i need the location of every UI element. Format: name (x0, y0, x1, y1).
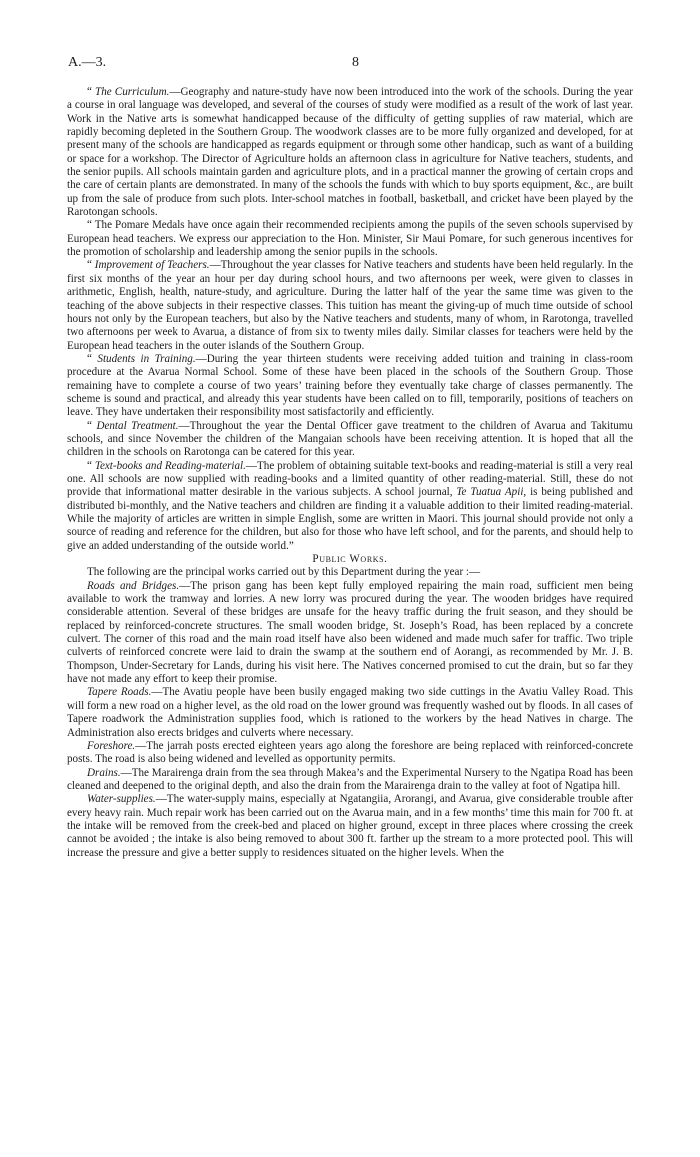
paragraph-heading: Tapere Roads. (87, 686, 152, 699)
journal-title: Te Tuatua Apii, (456, 486, 527, 499)
paragraph-text: The following are the principal works carried out by this Department during the year :— (87, 566, 481, 579)
page-number: 8 (352, 55, 359, 70)
paragraph-works-intro (67, 566, 633, 579)
paragraph-text: —The water-supply mains, especially at Ngatangiia, Arorangi, and Avarua, give considerable trouble after every heavy rain. Much repair work has been carried out on the Avarua main, and in a few months’ time this main for 700 ft. at the intake will be removed from the creek-bed and placed on higher ground, except in three places where crossing the creek cannot be avoided ; the intake is also being removed to about 300 ft. farther up the stream to a more protected pool. This will increase the pressure and give a better supply to residences situated on the higher levels. When the (67, 793, 633, 859)
body-text (67, 86, 633, 860)
paragraph-dental-treatment (67, 420, 633, 460)
paragraph-heading: Drains. (87, 766, 121, 779)
paragraph-roads-and-bridges (67, 580, 633, 687)
paragraph-text-books (67, 460, 633, 553)
quote-mark: “ (87, 459, 95, 472)
page-reference: A.—3. (68, 55, 107, 70)
paragraph-text: —Geography and nature-study have now been introduced into the work of the schools. During the year a course in oral language was developed, and several of the courses of study were modified as a result of the work of last year. Work in the Native arts is somewhat handicapped because of the difficulty of getting supplies of raw material, which are rapidly becoming depleted in the Southern Group. The woodwork classes are to be more fully organized and developed, for at present many of the schools are handicapped as regards equipment or through some other handicap, such as want of a building or space for a workshop. The Director of Agriculture holds an afternoon class in agriculture for Native teachers, students, and the senior pupils. All schools maintain garden and agriculture plots, and in a practical manner the growing of certain crops and the care of certain plants are demonstrated. In many of the schools the funds with which to buy sports equipment, &c., are built up from the sale of produce from such plots. Inter-school matches in football, basketball, and cricket have been played by the Rarotongan schools. (67, 86, 633, 219)
paragraph-foreshore (67, 740, 633, 767)
paragraph-text: —The prison gang has been kept fully employed repairing the main road, sufficient men being available to work the tramway and lorries. A new lorry was procured during the year. The wooden bridges have required considerable attention. Several of these bridges are unsafe for the heavy traffic during the fruit season, and they should be replaced by reinforced-concrete structures. The small wooden bridge, St. Joseph’s Road, has been replaced by a concrete culvert. The corner of this road and the main road itself have also been widened and made much safer for traffic. Two triple culverts of reinforced concrete were laid to drain the swamp at the southern end of Aorangi, as recommended by Mr. J. B. Thompson, Under-Secretary for Lands, during his visit here. The Natives concerned promised to cut the drain, but so far they have not made any effort to keep their promise. (67, 579, 633, 686)
paragraph-improvement-of-teachers (67, 259, 633, 352)
paragraph-water-supplies (67, 793, 633, 860)
paragraph-pomare-medals (67, 219, 633, 259)
paragraph-text: —During the year thirteen students were receiving added tuition and training in class-room procedure at the Avarua Normal School. Some of these have been placed in the schools of the Southern Group. Those remaining have to complete a course of two years’ training before they eventually take charge of classes permanently. The scheme is sound and practical, and already this year students have been called on to fill, temporarily, positions of teachers on leave. They have undertaken their responsibility most satisfactorily and efficiently. (67, 352, 633, 419)
paragraph-tapere-roads (67, 686, 633, 739)
paragraph-text: —The jarrah posts erected eighteen years ago along the foreshore are being replaced with reinforced-concrete posts. The road is also being widened and levelled as opportunity permits. (67, 739, 633, 766)
section-heading-public-works: Public Works. (312, 553, 388, 566)
quote-mark: “ (87, 419, 97, 432)
paragraph-curriculum (67, 86, 633, 219)
paragraph-heading: Roads and Bridges. (87, 579, 180, 592)
paragraph-text-continued: is being published and distributed bi-monthly, and the Native teachers and children are finding it a valuable addition to their limited reading-material. While the majority of articles are written in simple English, some are written in Maori. This journal should provide not only a source of reading and reference for the children, but also for those who have left school, and for the parents, and should help to give an added understanding of the outside world.” (67, 486, 633, 552)
paragraph-heading: The Curriculum. (95, 86, 170, 98)
quote-mark: “ (87, 259, 95, 272)
paragraph-text: —The Marairenga drain from the sea through Makea’s and the Experimental Nursery to the Ngatipa Road has been cleaned and deepened to the original depth, and also the drain from the Marairenga drain to the valley at foot of Ngatipa hill. (67, 766, 633, 792)
quote-mark: “ (87, 86, 96, 98)
paragraph-heading: Improvement of Teachers. (94, 259, 210, 272)
paragraph-text: —Throughout the year classes for Native teachers and students have been held regularly. In the first six months of the year an hour per day during school hours, and two afternoons per week, were given to classes in arithmetic, English, health, nature-study, and agriculture. During the latter half of the year the same time was given to the teaching of the above subjects in their respective classes. This tuition has meant the giving-up of much time outside of school hours not only by the European teachers, but also by the Native teachers and students, many of whom, in Rarotonga, travelled two afternoons per week to Avarua, a distance of from six to twenty miles daily. Similar classes for teachers were held by the European head teachers in the outer islands of the Southern Group. (67, 259, 634, 352)
paragraph-heading: Water-supplies. (87, 793, 156, 806)
paragraph-heading: Text-books and Reading-material. (94, 459, 246, 472)
paragraph-text: “ The Pomare Medals have once again their recommended recipients among the pupils of the seven schools supervised by European head teachers. We express our appreciation to the Hon. Minister, Sir Maui Pomare, for such generous incentives for the promotion of scholarship and leadership among the senior pupils in the schools. (67, 219, 633, 259)
paragraph-drains (67, 767, 633, 794)
paragraph-heading: Dental Treatment. (96, 419, 179, 432)
quote-mark: “ (87, 352, 98, 365)
page-header (68, 55, 632, 75)
paragraph-heading: Students in Training. (97, 352, 196, 365)
paragraph-text: —The problem of obtaining suitable text-books and reading-material is still a very real one. All schools are now supplied with reading-books and a limited quantity of other reading-material. Still, these do not provide that informational matter desirable in the various subjects. A school journal, (67, 459, 633, 499)
paragraph-students-in-training (67, 353, 633, 420)
paragraph-heading: Foreshore. (87, 739, 136, 752)
paragraph-text: —Throughout the year the Dental Officer gave treatment to the children of Avarua and Takitumu schools, and since November the children of the Mangaian schools have been receiving attention. It is hoped that all the children in the schools on Rarotonga can be catered for this year. (67, 419, 633, 459)
paragraph-text: —The Avatiu people have been busily engaged making two side cuttings in the Avatiu Valley Road. This will form a new road on a higher level, as the old road on the lower ground was frequently washed out by floods. In all cases of Tapere roadwork the Administration supplies food, which is rationed to the workers by the head Natives in charge. The Administration also erects bridges and culverts where necessary. (67, 686, 634, 739)
